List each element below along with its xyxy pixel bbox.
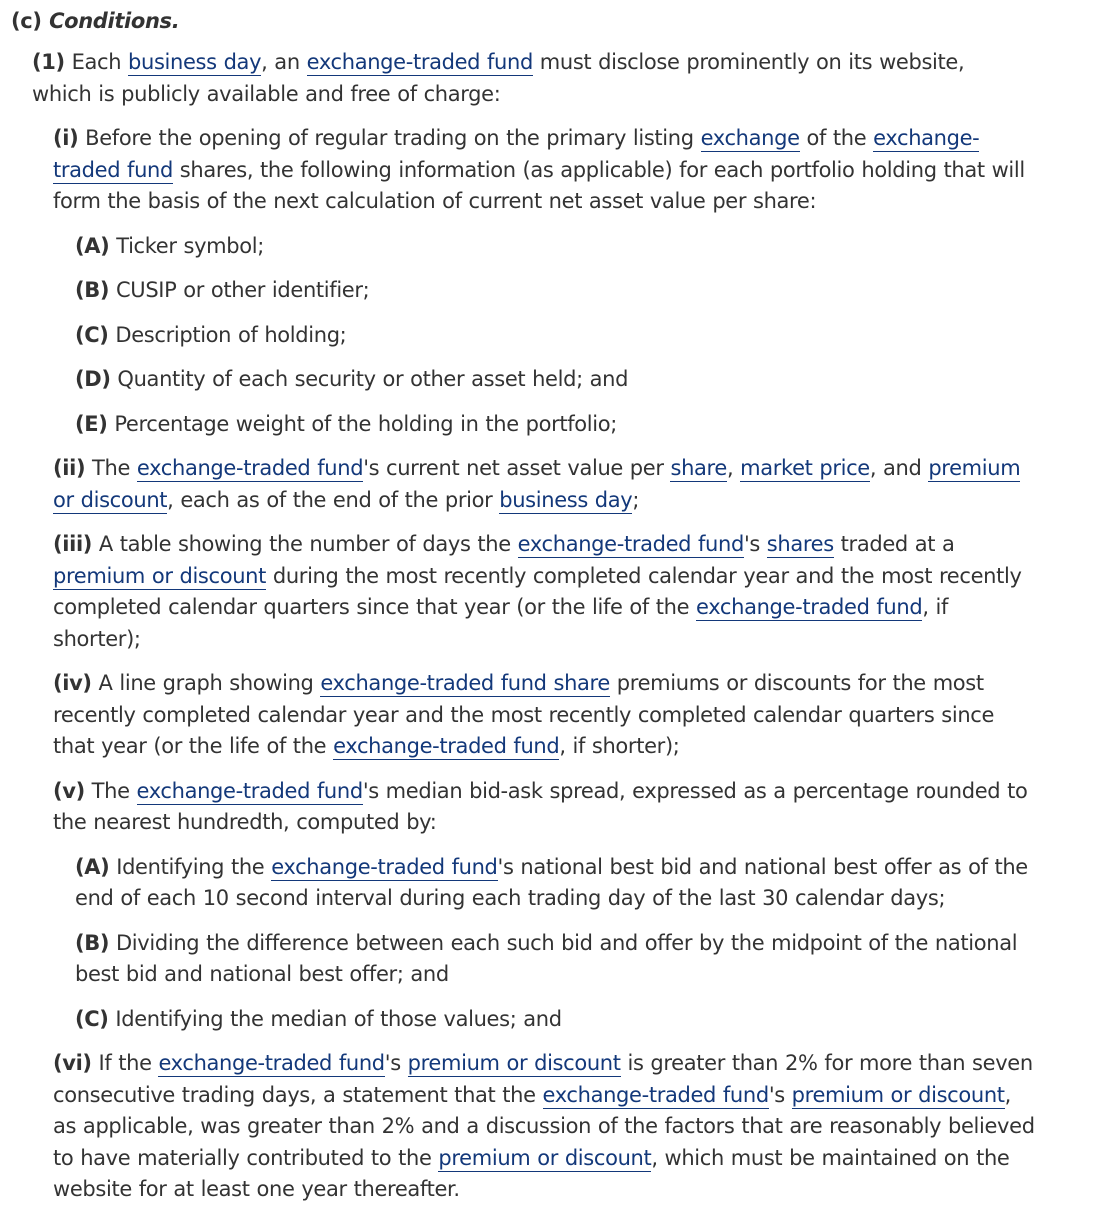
- text-run: is greater than 2% for more than seven consecutive trading days, a statement that the: [53, 1051, 1033, 1107]
- paragraph-1-i-E: [75, 409, 1038, 441]
- text-run: Each: [71, 50, 129, 74]
- text-run: Ticker symbol;: [116, 233, 264, 258]
- paragraph-1-ii: [53, 453, 1038, 516]
- paragraph-1-v-C: [75, 1004, 1038, 1036]
- text-run: Quantity of each security or other asset held; and: [117, 367, 629, 391]
- term-link-exchange-traded-fund[interactable]: exchange-traded fund: [333, 734, 560, 758]
- text-run: traded at a: [833, 532, 955, 556]
- text-run: ;: [632, 487, 640, 512]
- text-run: , each as of the end of the prior: [167, 487, 500, 512]
- paragraph-1-i-A: [75, 231, 1038, 263]
- text-run: , if shorter);: [559, 734, 680, 758]
- paragraph-1-v-B: [75, 928, 1038, 991]
- paragraph-1-i-B: [75, 275, 1038, 307]
- paragraph-marker: (i): [53, 126, 79, 150]
- text-run: premiums or discounts for the most recently completed calendar year and the most recently completed calendar quarters since that year (or the life of the: [53, 671, 995, 758]
- term-link-premium-or-discount[interactable]: premium or discount: [53, 456, 1021, 512]
- text-run: 's current net asset value per: [363, 456, 671, 480]
- section-heading: [11, 6, 1094, 36]
- term-link-exchange-traded-fund[interactable]: exchange-traded fund: [53, 126, 980, 182]
- paragraph-marker: (ii): [53, 456, 86, 480]
- paragraph-marker: (iv): [53, 671, 92, 695]
- text-run: A line graph showing: [98, 671, 321, 695]
- term-link-exchange-traded-fund[interactable]: exchange-traded fund: [158, 1051, 385, 1075]
- paragraph-marker: (E): [75, 411, 108, 436]
- text-run: of the: [799, 126, 874, 150]
- text-run: ,: [726, 456, 741, 480]
- paragraph-1-i-D: [75, 364, 1038, 396]
- paragraph-marker: (B): [75, 930, 110, 955]
- term-link-exchange-traded-fund[interactable]: exchange-traded fund: [306, 50, 533, 74]
- paragraph-marker: (B): [75, 278, 110, 302]
- heading-marker: (c): [11, 9, 42, 33]
- paragraph-1-iii: [53, 529, 1038, 655]
- text-run: 's: [384, 1051, 408, 1075]
- text-run: 's national best bid and national best offer as of the end of each 10 second interval during each trading day of the last 30 calendar days;: [75, 854, 1028, 910]
- paragraph-marker: (A): [75, 233, 110, 258]
- text-run: during the most recently completed calendar year and the most recently completed calendar quarters since that year (or the life of the: [53, 563, 1022, 619]
- term-link-premium-or-discount[interactable]: premium or discount: [53, 563, 267, 588]
- paragraph-1-v-A: [75, 852, 1038, 915]
- paragraph-1-iv: [53, 668, 1038, 763]
- paragraph-1-i: [53, 123, 1038, 218]
- text-run: Description of holding;: [115, 322, 347, 347]
- paragraph-1: [32, 47, 1024, 110]
- text-run: Percentage weight of the holding in the portfolio;: [114, 411, 617, 436]
- heading-title: Conditions.: [49, 9, 180, 33]
- paragraph-marker: (vi): [53, 1051, 92, 1075]
- paragraph-marker: (A): [75, 854, 110, 879]
- text-run: A table showing the number of days the: [98, 532, 518, 556]
- text-run: Identifying the median of those values; and: [115, 1006, 562, 1031]
- text-run: The: [91, 778, 137, 803]
- paragraph-marker: (iii): [53, 532, 93, 556]
- paragraph-marker: (1): [32, 50, 65, 74]
- text-run: , an: [261, 50, 307, 74]
- term-link-business-day[interactable]: business day: [499, 487, 633, 512]
- paragraph-marker: (C): [75, 322, 109, 347]
- text-run: CUSIP or other identifier;: [115, 278, 370, 302]
- paragraph-marker: (C): [75, 1006, 109, 1031]
- term-link-exchange-traded-fund-share[interactable]: exchange-traded fund share: [320, 671, 610, 695]
- text-run: must disclose prominently on its website, which is publicly available and free of charge:: [32, 50, 965, 106]
- text-run: The: [92, 456, 137, 480]
- text-run: If the: [98, 1051, 159, 1075]
- term-link-exchange-traded-fund[interactable]: exchange-traded fund: [136, 456, 364, 480]
- text-run: Dividing the difference between each such bid and offer by the midpoint of the national best bid and national best offer; and: [75, 930, 1018, 986]
- paragraph-1-vi: [53, 1048, 1038, 1206]
- term-link-exchange-traded-fund[interactable]: exchange-traded fund: [696, 595, 923, 619]
- text-run: 's median bid-ask spread, expressed as a percentage rounded to the nearest hundredth, computed by:: [53, 778, 1028, 834]
- text-run: , and: [869, 456, 929, 480]
- text-run: , which must be maintained on the website for at least one year thereafter.: [53, 1145, 1010, 1201]
- term-link-premium-or-discount[interactable]: premium or discount: [438, 1145, 652, 1170]
- term-link-exchange-traded-fund[interactable]: exchange-traded fund: [542, 1082, 769, 1107]
- term-link-shares[interactable]: shares: [766, 532, 834, 556]
- term-link-share[interactable]: share: [670, 456, 727, 480]
- term-link-business-day[interactable]: business day: [128, 50, 262, 74]
- text-run: 's: [743, 532, 767, 556]
- term-link-premium-or-discount[interactable]: premium or discount: [407, 1051, 621, 1075]
- text-run: Identifying the: [116, 854, 272, 879]
- text-run: , if shorter);: [53, 595, 949, 651]
- paragraph-marker: (D): [75, 367, 111, 391]
- text-run: Before the opening of regular trading on the primary listing: [85, 126, 701, 150]
- term-link-premium-or-discount[interactable]: premium or discount: [791, 1082, 1005, 1107]
- text-run: , as applicable, was greater than 2% and a discussion of the factors that are reasonably believed to have materially contributed to the: [53, 1082, 1035, 1170]
- paragraph-marker: (v): [53, 778, 85, 803]
- text-run: shares, the following information (as applicable) for each portfolio holding that will form the basis of the next calculation of current net asset value per share:: [53, 157, 1025, 213]
- term-link-market-price[interactable]: market price: [740, 456, 870, 480]
- term-link-exchange-traded-fund[interactable]: exchange-traded fund: [517, 532, 744, 556]
- term-link-exchange-traded-fund[interactable]: exchange-traded fund: [271, 854, 498, 879]
- term-link-exchange[interactable]: exchange: [700, 126, 800, 150]
- term-link-exchange-traded-fund[interactable]: exchange-traded fund: [136, 778, 363, 803]
- text-run: 's: [768, 1082, 792, 1107]
- paragraph-1-v: [53, 776, 1038, 839]
- paragraph-1-i-C: [75, 320, 1038, 352]
